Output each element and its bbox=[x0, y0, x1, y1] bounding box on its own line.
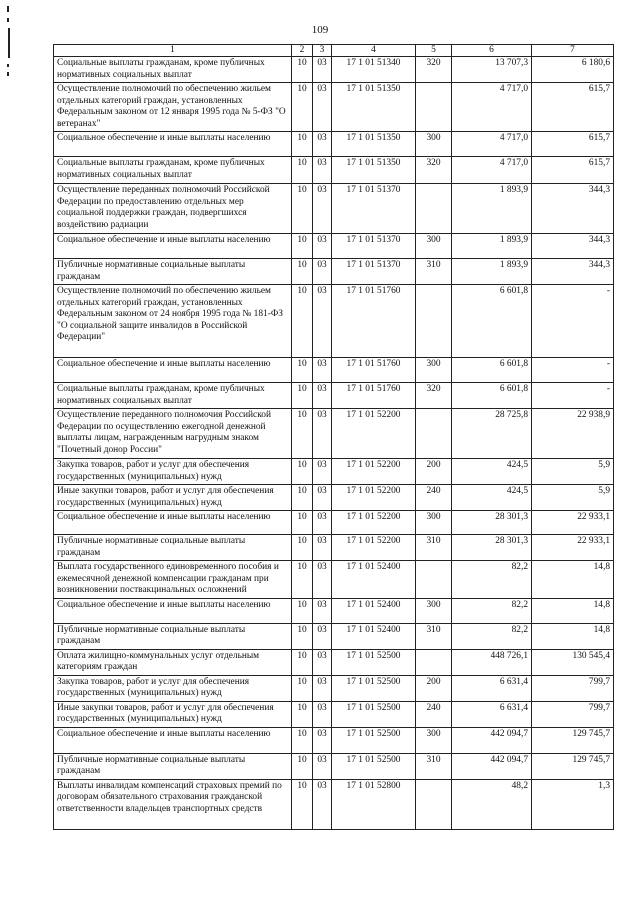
target-article-cell: 17 1 01 52800 bbox=[332, 779, 416, 829]
executed-amount-cell: 130 545,4 bbox=[532, 649, 614, 675]
subsection-code-cell: 03 bbox=[313, 409, 332, 459]
row-name-cell: Иные закупки товаров, работ и услуг для обеспечения государственных (муниципальных) нужд bbox=[54, 701, 292, 727]
table-row bbox=[54, 459, 614, 485]
table-row bbox=[54, 535, 614, 561]
section-code-cell: 10 bbox=[292, 727, 313, 753]
executed-amount-cell: 5,9 bbox=[532, 459, 614, 485]
table-row bbox=[54, 83, 614, 132]
amount-cell: 448 726,1 bbox=[452, 649, 532, 675]
section-code-cell: 10 bbox=[292, 132, 313, 157]
section-code-cell: 10 bbox=[292, 675, 313, 701]
subsection-code-cell: 03 bbox=[313, 511, 332, 535]
expense-type-cell: 320 bbox=[416, 157, 452, 184]
target-article-cell: 17 1 01 52500 bbox=[332, 701, 416, 727]
expense-type-cell: 300 bbox=[416, 598, 452, 623]
column-header: 2 bbox=[292, 45, 313, 57]
target-article-cell: 17 1 01 51350 bbox=[332, 157, 416, 184]
section-code-cell: 10 bbox=[292, 57, 313, 83]
target-article-cell: 17 1 01 52200 bbox=[332, 409, 416, 459]
executed-amount-cell: 344,3 bbox=[532, 259, 614, 285]
table-row bbox=[54, 184, 614, 234]
target-article-cell: 17 1 01 52400 bbox=[332, 598, 416, 623]
row-name-cell: Социальное обеспечение и иные выплаты населению bbox=[54, 727, 292, 753]
subsection-code-cell: 03 bbox=[313, 259, 332, 285]
row-name-cell: Социальное обеспечение и иные выплаты населению bbox=[54, 234, 292, 259]
executed-amount-cell: 344,3 bbox=[532, 184, 614, 234]
subsection-code-cell: 03 bbox=[313, 184, 332, 234]
target-article-cell: 17 1 01 52200 bbox=[332, 535, 416, 561]
table-row bbox=[54, 132, 614, 157]
table-row bbox=[54, 701, 614, 727]
table-row bbox=[54, 675, 614, 701]
row-name-cell: Выплаты инвалидам компенсаций страховых премий по договорам обязательного страхования гражданской ответственности владельцев транспортных средств bbox=[54, 779, 292, 829]
table-row bbox=[54, 259, 614, 285]
section-code-cell: 10 bbox=[292, 157, 313, 184]
subsection-code-cell: 03 bbox=[313, 753, 332, 779]
executed-amount-cell: 1,3 bbox=[532, 779, 614, 829]
executed-amount-cell: 22 938,9 bbox=[532, 409, 614, 459]
page-number: 109 bbox=[311, 24, 329, 36]
row-name-cell: Осуществление полномочий по обеспечению жильем отдельных категорий граждан, установленных Федеральным законом от 12 января 1995 года № 5-ФЗ "О ветеранах" bbox=[54, 83, 292, 132]
section-code-cell: 10 bbox=[292, 535, 313, 561]
target-article-cell: 17 1 01 51760 bbox=[332, 285, 416, 358]
expense-type-cell bbox=[416, 83, 452, 132]
target-article-cell: 17 1 01 52200 bbox=[332, 511, 416, 535]
row-name-cell: Закупка товаров, работ и услуг для обеспечения государственных (муниципальных) нужд bbox=[54, 675, 292, 701]
target-article-cell: 17 1 01 52200 bbox=[332, 459, 416, 485]
column-number-row bbox=[54, 45, 614, 57]
executed-amount-cell: 22 933,1 bbox=[532, 511, 614, 535]
expense-type-cell: 200 bbox=[416, 459, 452, 485]
section-code-cell: 10 bbox=[292, 184, 313, 234]
target-article-cell: 17 1 01 51370 bbox=[332, 259, 416, 285]
amount-cell: 28 725,8 bbox=[452, 409, 532, 459]
expense-type-cell bbox=[416, 779, 452, 829]
target-article-cell: 17 1 01 52500 bbox=[332, 753, 416, 779]
section-code-cell: 10 bbox=[292, 234, 313, 259]
amount-cell: 1 893,9 bbox=[452, 259, 532, 285]
subsection-code-cell: 03 bbox=[313, 132, 332, 157]
executed-amount-cell: 14,8 bbox=[532, 561, 614, 599]
amount-cell: 6 631,4 bbox=[452, 675, 532, 701]
executed-amount-cell: - bbox=[532, 358, 614, 383]
section-code-cell: 10 bbox=[292, 409, 313, 459]
amount-cell: 48,2 bbox=[452, 779, 532, 829]
executed-amount-cell: 22 933,1 bbox=[532, 535, 614, 561]
expense-type-cell: 320 bbox=[416, 57, 452, 83]
table-row bbox=[54, 157, 614, 184]
row-name-cell: Выплата государственного единовременного пособия и ежемесячной денежной компенсации гражданам при возникновении поствакцинальных осложнений bbox=[54, 561, 292, 599]
row-name-cell: Осуществление полномочий по обеспечению жильем отдельных категорий граждан, установленных Федеральным законом от 24 ноября 1995 года № 181-ФЗ "О социальной защите инвалидов в Российской Федерации" bbox=[54, 285, 292, 358]
row-name-cell: Социальное обеспечение и иные выплаты населению bbox=[54, 132, 292, 157]
table-row bbox=[54, 511, 614, 535]
expense-type-cell bbox=[416, 409, 452, 459]
row-name-cell: Оплата жилищно-коммунальных услуг отдельным категориям граждан bbox=[54, 649, 292, 675]
row-name-cell: Социальные выплаты гражданам, кроме публичных нормативных социальных выплат bbox=[54, 383, 292, 409]
executed-amount-cell: - bbox=[532, 285, 614, 358]
executed-amount-cell: 14,8 bbox=[532, 598, 614, 623]
executed-amount-cell: 14,8 bbox=[532, 623, 614, 649]
expense-type-cell: 240 bbox=[416, 485, 452, 511]
section-code-cell: 10 bbox=[292, 83, 313, 132]
table-row bbox=[54, 623, 614, 649]
section-code-cell: 10 bbox=[292, 259, 313, 285]
subsection-code-cell: 03 bbox=[313, 623, 332, 649]
subsection-code-cell: 03 bbox=[313, 83, 332, 132]
row-name-cell: Публичные нормативные социальные выплаты гражданам bbox=[54, 753, 292, 779]
expense-type-cell: 310 bbox=[416, 623, 452, 649]
amount-cell: 6 631,4 bbox=[452, 701, 532, 727]
section-code-cell: 10 bbox=[292, 383, 313, 409]
expense-type-cell: 200 bbox=[416, 675, 452, 701]
table-row bbox=[54, 727, 614, 753]
subsection-code-cell: 03 bbox=[313, 649, 332, 675]
expense-type-cell bbox=[416, 649, 452, 675]
column-header: 7 bbox=[532, 45, 614, 57]
amount-cell: 28 301,3 bbox=[452, 535, 532, 561]
row-name-cell: Осуществление переданных полномочий Российской Федерации по предоставлению отдельных мер социальной поддержки граждан, подвергшихся воздействию радиации bbox=[54, 184, 292, 234]
expense-type-cell bbox=[416, 285, 452, 358]
table-row bbox=[54, 234, 614, 259]
amount-cell: 442 094,7 bbox=[452, 727, 532, 753]
amount-cell: 424,5 bbox=[452, 459, 532, 485]
expense-type-cell: 300 bbox=[416, 727, 452, 753]
table-row bbox=[54, 561, 614, 599]
executed-amount-cell: 799,7 bbox=[532, 675, 614, 701]
column-header: 1 bbox=[54, 45, 292, 57]
expense-type-cell: 320 bbox=[416, 383, 452, 409]
target-article-cell: 17 1 01 52500 bbox=[332, 727, 416, 753]
table-row bbox=[54, 285, 614, 358]
executed-amount-cell: - bbox=[532, 383, 614, 409]
section-code-cell: 10 bbox=[292, 779, 313, 829]
row-name-cell: Иные закупки товаров, работ и услуг для обеспечения государственных (муниципальных) нужд bbox=[54, 485, 292, 511]
subsection-code-cell: 03 bbox=[313, 459, 332, 485]
scan-margin-marks bbox=[7, 6, 11, 76]
amount-cell: 6 601,8 bbox=[452, 358, 532, 383]
table-row bbox=[54, 779, 614, 829]
executed-amount-cell: 344,3 bbox=[532, 234, 614, 259]
section-code-cell: 10 bbox=[292, 485, 313, 511]
target-article-cell: 17 1 01 51370 bbox=[332, 234, 416, 259]
subsection-code-cell: 03 bbox=[313, 598, 332, 623]
row-name-cell: Закупка товаров, работ и услуг для обеспечения государственных (муниципальных) нужд bbox=[54, 459, 292, 485]
table-row bbox=[54, 409, 614, 459]
section-code-cell: 10 bbox=[292, 459, 313, 485]
subsection-code-cell: 03 bbox=[313, 701, 332, 727]
executed-amount-cell: 799,7 bbox=[532, 701, 614, 727]
amount-cell: 424,5 bbox=[452, 485, 532, 511]
section-code-cell: 10 bbox=[292, 358, 313, 383]
subsection-code-cell: 03 bbox=[313, 358, 332, 383]
executed-amount-cell: 5,9 bbox=[532, 485, 614, 511]
row-name-cell: Социальные выплаты гражданам, кроме публичных нормативных социальных выплат bbox=[54, 57, 292, 83]
expense-type-cell bbox=[416, 184, 452, 234]
target-article-cell: 17 1 01 51350 bbox=[332, 132, 416, 157]
section-code-cell: 10 bbox=[292, 649, 313, 675]
section-code-cell: 10 bbox=[292, 561, 313, 599]
section-code-cell: 10 bbox=[292, 285, 313, 358]
amount-cell: 1 893,9 bbox=[452, 234, 532, 259]
row-name-cell: Публичные нормативные социальные выплаты гражданам bbox=[54, 623, 292, 649]
column-header: 6 bbox=[452, 45, 532, 57]
amount-cell: 442 094,7 bbox=[452, 753, 532, 779]
row-name-cell: Социальные выплаты гражданам, кроме публичных нормативных социальных выплат bbox=[54, 157, 292, 184]
subsection-code-cell: 03 bbox=[313, 727, 332, 753]
column-header: 5 bbox=[416, 45, 452, 57]
target-article-cell: 17 1 01 52400 bbox=[332, 623, 416, 649]
table-row bbox=[54, 358, 614, 383]
expense-type-cell: 300 bbox=[416, 358, 452, 383]
section-code-cell: 10 bbox=[292, 701, 313, 727]
amount-cell: 4 717,0 bbox=[452, 83, 532, 132]
amount-cell: 4 717,0 bbox=[452, 132, 532, 157]
table-row bbox=[54, 57, 614, 83]
target-article-cell: 17 1 01 51350 bbox=[332, 83, 416, 132]
target-article-cell: 17 1 01 51370 bbox=[332, 184, 416, 234]
executed-amount-cell: 615,7 bbox=[532, 83, 614, 132]
target-article-cell: 17 1 01 52500 bbox=[332, 675, 416, 701]
executed-amount-cell: 615,7 bbox=[532, 132, 614, 157]
expense-type-cell: 310 bbox=[416, 535, 452, 561]
amount-cell: 4 717,0 bbox=[452, 157, 532, 184]
target-article-cell: 17 1 01 52500 bbox=[332, 649, 416, 675]
row-name-cell: Социальное обеспечение и иные выплаты населению bbox=[54, 598, 292, 623]
amount-cell: 82,2 bbox=[452, 561, 532, 599]
expense-type-cell: 300 bbox=[416, 132, 452, 157]
table-row bbox=[54, 485, 614, 511]
target-article-cell: 17 1 01 51340 bbox=[332, 57, 416, 83]
table-row bbox=[54, 649, 614, 675]
row-name-cell: Социальное обеспечение и иные выплаты населению bbox=[54, 511, 292, 535]
section-code-cell: 10 bbox=[292, 753, 313, 779]
target-article-cell: 17 1 01 51760 bbox=[332, 383, 416, 409]
column-header: 3 bbox=[313, 45, 332, 57]
executed-amount-cell: 615,7 bbox=[532, 157, 614, 184]
table-row bbox=[54, 383, 614, 409]
subsection-code-cell: 03 bbox=[313, 157, 332, 184]
executed-amount-cell: 129 745,7 bbox=[532, 727, 614, 753]
section-code-cell: 10 bbox=[292, 511, 313, 535]
section-code-cell: 10 bbox=[292, 598, 313, 623]
executed-amount-cell: 129 745,7 bbox=[532, 753, 614, 779]
subsection-code-cell: 03 bbox=[313, 234, 332, 259]
expense-type-cell: 310 bbox=[416, 753, 452, 779]
table-row bbox=[54, 598, 614, 623]
subsection-code-cell: 03 bbox=[313, 535, 332, 561]
expense-type-cell: 310 bbox=[416, 259, 452, 285]
row-name-cell: Социальное обеспечение и иные выплаты населению bbox=[54, 358, 292, 383]
expense-type-cell bbox=[416, 561, 452, 599]
subsection-code-cell: 03 bbox=[313, 485, 332, 511]
subsection-code-cell: 03 bbox=[313, 57, 332, 83]
target-article-cell: 17 1 01 52200 bbox=[332, 485, 416, 511]
row-name-cell: Осуществление переданного полномочия Российской Федерации по осуществлению ежегодной денежной выплаты лицам, награжденным нагрудным знаком "Почетный донор России" bbox=[54, 409, 292, 459]
table-row bbox=[54, 753, 614, 779]
subsection-code-cell: 03 bbox=[313, 779, 332, 829]
expense-type-cell: 300 bbox=[416, 234, 452, 259]
target-article-cell: 17 1 01 52400 bbox=[332, 561, 416, 599]
budget-table bbox=[53, 44, 614, 830]
expense-type-cell: 300 bbox=[416, 511, 452, 535]
column-header: 4 bbox=[332, 45, 416, 57]
amount-cell: 1 893,9 bbox=[452, 184, 532, 234]
target-article-cell: 17 1 01 51760 bbox=[332, 358, 416, 383]
amount-cell: 6 601,8 bbox=[452, 285, 532, 358]
subsection-code-cell: 03 bbox=[313, 285, 332, 358]
amount-cell: 28 301,3 bbox=[452, 511, 532, 535]
executed-amount-cell: 6 180,6 bbox=[532, 57, 614, 83]
amount-cell: 6 601,8 bbox=[452, 383, 532, 409]
subsection-code-cell: 03 bbox=[313, 383, 332, 409]
section-code-cell: 10 bbox=[292, 623, 313, 649]
amount-cell: 82,2 bbox=[452, 623, 532, 649]
expense-type-cell: 240 bbox=[416, 701, 452, 727]
amount-cell: 82,2 bbox=[452, 598, 532, 623]
row-name-cell: Публичные нормативные социальные выплаты гражданам bbox=[54, 535, 292, 561]
subsection-code-cell: 03 bbox=[313, 675, 332, 701]
subsection-code-cell: 03 bbox=[313, 561, 332, 599]
amount-cell: 13 707,3 bbox=[452, 57, 532, 83]
row-name-cell: Публичные нормативные социальные выплаты гражданам bbox=[54, 259, 292, 285]
